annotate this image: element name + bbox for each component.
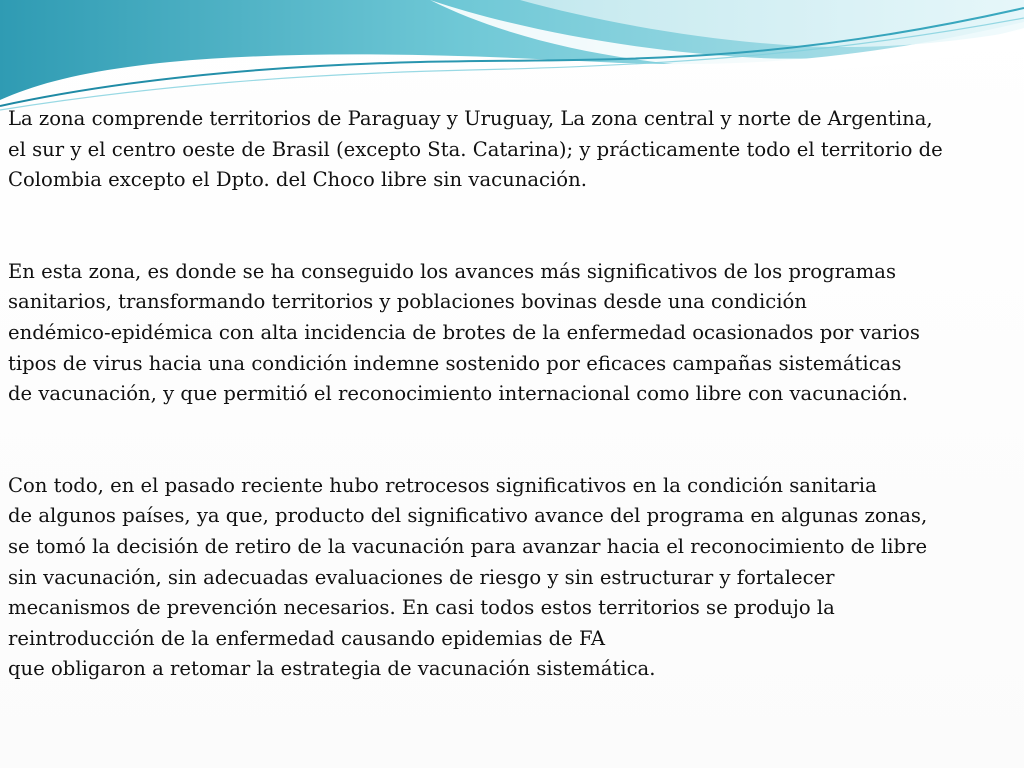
text-line: Colombia excepto el Dpto. del Choco libre sin vacunación. [8,168,587,192]
text-line: de algunos países, ya que, producto del significativo avance del programa en algunas zonas, [8,504,928,528]
text-line: que obligaron a retomar la estrategia de vacunación sistemática. [8,657,656,681]
paragraph-spacer [8,410,1018,471]
paragraph-spacer [8,196,1018,257]
text-line: de vacunación, y que permitió el reconocimiento internacional como libre con vacunación. [8,382,909,406]
text-line: mecanismos de prevención necesarios. En casi todos estos territorios se produjo la [8,596,835,620]
text-line: endémico-epidémica con alta incidencia de brotes de la enfermedad ocasionados por varios [8,320,920,344]
paragraph-3 [8,471,1018,685]
text-line: reintroducción de la enfermedad causando epidemias de FA [8,626,606,650]
text-line: sanitarios, transformando territorios y poblaciones bovinas desde una condición [8,290,807,314]
text-line: Con todo, en el pasado reciente hubo retrocesos significativos en la condición sanitaria [8,473,877,497]
text-line: el sur y el centro oeste de Brasil (excepto Sta. Catarina); y prácticamente todo el territorio de [8,137,943,161]
text-line: se tomó la decisión de retiro de la vacunación para avanzar hacia el reconocimiento de libre [8,534,928,558]
text-line: En esta zona, es donde se ha conseguido los avances más significativos de los programas [8,259,896,283]
text-line: tipos de virus hacia una condición indemne sostenido por eficaces campañas sistemáticas [8,351,902,375]
text-line: sin vacunación, sin adecuadas evaluaciones de riesgo y sin estructurar y fortalecer [8,565,835,589]
text-line: La zona comprende territorios de Paraguay y Uruguay, La zona central y norte de Argentina, [8,107,933,130]
paragraph-2 [8,257,1018,410]
body-text [8,104,1018,685]
paragraph-1 [8,104,1018,196]
